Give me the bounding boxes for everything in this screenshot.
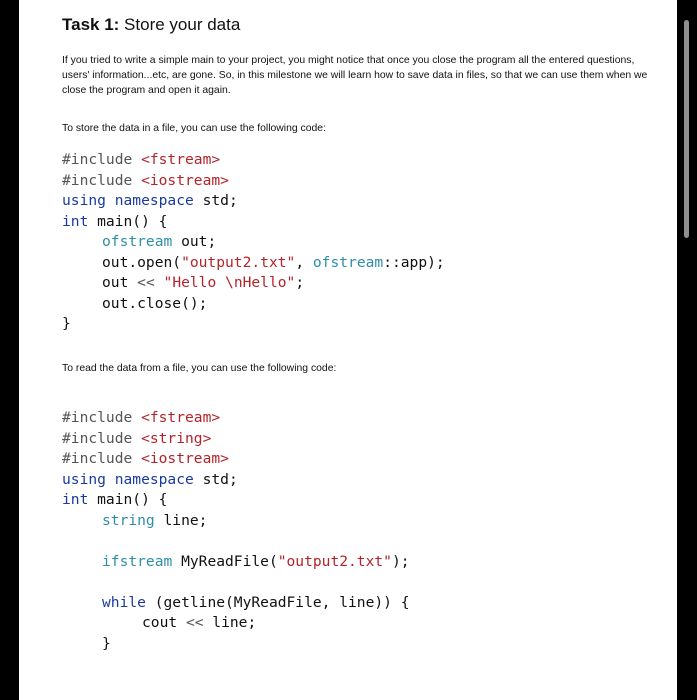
code-directive: #include	[62, 151, 142, 168]
code-directive: #include	[62, 409, 142, 426]
code-header: <iostream>	[141, 450, 229, 467]
code-line	[62, 449, 410, 470]
code-keyword: using namespace	[62, 192, 194, 209]
read-code-block	[62, 408, 410, 654]
title-task-number: Task 1:	[62, 15, 120, 34]
code-text: main() {	[88, 212, 168, 230]
title-text: Store your data	[119, 15, 241, 34]
code-type: ofstream	[102, 233, 173, 250]
page-title	[62, 15, 240, 35]
scrollbar-thumb[interactable]	[684, 20, 689, 238]
code-line	[62, 429, 410, 450]
code-string: "Hello \nHello"	[163, 274, 296, 291]
code-keyword: int	[62, 491, 89, 508]
code-line	[62, 634, 410, 655]
code-text: );	[391, 552, 410, 570]
code-line	[62, 191, 445, 212]
code-text: out	[102, 274, 138, 291]
code-blank-line	[62, 531, 410, 552]
code-text: main() {	[88, 491, 168, 508]
code-line	[62, 593, 410, 614]
code-text: ,	[295, 253, 313, 271]
read-label: To read the data from a file, you can use the following code:	[62, 363, 337, 374]
code-line	[62, 408, 410, 429]
code-line	[62, 253, 445, 274]
code-type: string	[102, 511, 155, 529]
code-line	[62, 470, 410, 491]
code-line	[62, 232, 445, 253]
code-line	[62, 273, 445, 294]
code-directive: #include	[62, 171, 142, 189]
code-directive: #include	[62, 429, 142, 447]
code-text: line;	[203, 614, 257, 631]
store-code-block	[62, 150, 445, 335]
code-line	[62, 552, 410, 573]
code-line	[62, 294, 445, 315]
code-type: ofstream	[312, 253, 384, 271]
store-label: To store the data in a file, you can use the following code:	[62, 123, 326, 134]
code-line	[62, 171, 445, 192]
code-line	[62, 613, 410, 634]
code-text: ::app);	[383, 253, 445, 271]
code-operator: <<	[137, 274, 155, 291]
code-type: ifstream	[102, 552, 173, 570]
code-header: <fstream>	[141, 151, 221, 168]
code-line	[62, 490, 410, 511]
document-page	[19, 0, 677, 700]
code-directive: #include	[62, 450, 142, 467]
code-text	[155, 274, 164, 291]
code-line	[62, 150, 445, 171]
code-blank-line	[62, 572, 410, 593]
intro-paragraph: If you tried to write a simple main to your project, you might notice that once you close the program all the entered questions, users' information...etc, are gone. So, in this milestone we will learn how to save data in files, so that we can use them when we close the program and open it again.	[62, 55, 648, 96]
code-operator: <<	[185, 614, 204, 631]
code-string: "output2.txt"	[181, 253, 296, 271]
code-line	[62, 212, 445, 233]
code-text: MyReadFile(	[172, 552, 278, 570]
code-keyword: int	[62, 212, 89, 230]
code-keyword: using namespace	[62, 470, 194, 488]
code-string: "output2.txt"	[277, 552, 392, 570]
code-line	[62, 511, 410, 532]
code-header: <iostream>	[141, 171, 229, 189]
code-text: cout	[142, 614, 186, 631]
code-text: line;	[154, 511, 208, 529]
code-text: ;	[295, 274, 305, 291]
code-line	[62, 314, 445, 335]
code-text: (getline(MyReadFile, line)) {	[145, 593, 410, 611]
code-keyword: while	[102, 593, 146, 611]
code-text: std;	[193, 192, 238, 209]
code-text: out.open(	[102, 253, 182, 271]
code-text: }	[102, 634, 111, 652]
code-header: <fstream>	[141, 409, 221, 426]
code-text: std;	[193, 470, 238, 488]
code-header: <string>	[141, 429, 212, 447]
code-text: out.close();	[102, 294, 208, 312]
code-text: out;	[172, 233, 217, 250]
code-text: }	[62, 315, 71, 332]
